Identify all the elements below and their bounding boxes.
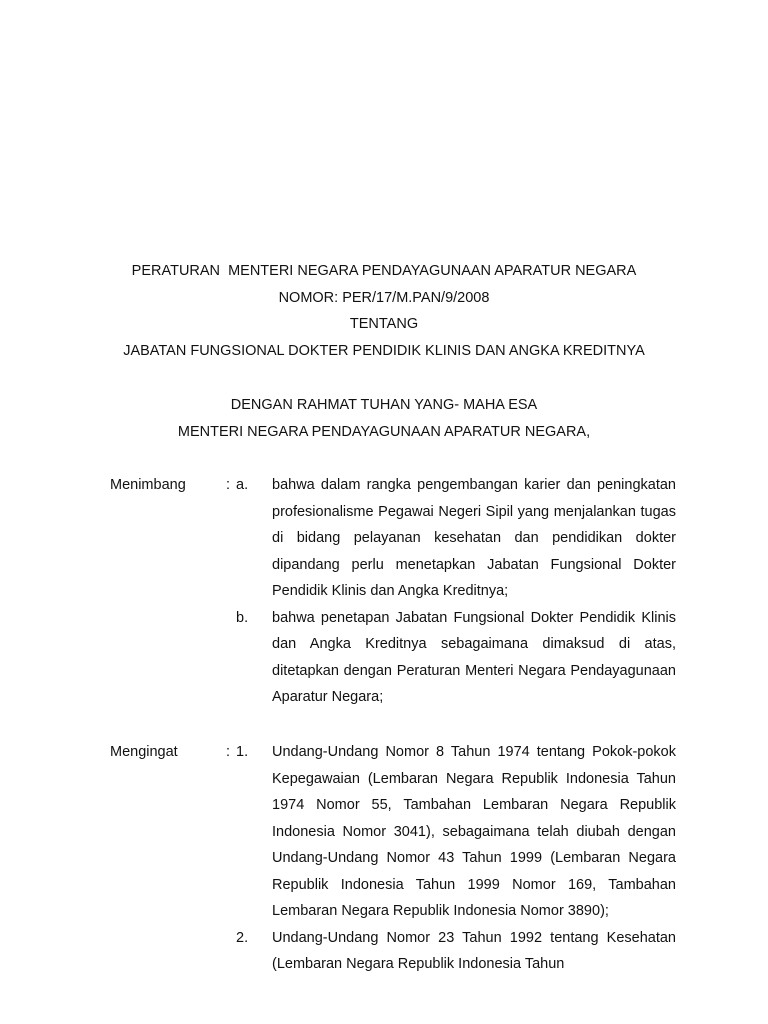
item-marker: 2. <box>236 929 249 946</box>
mengingat-section <box>0 739 768 978</box>
preamble-blessing: DENGAN RAHMAT TUHAN YANG- MAHA ESA <box>230 397 538 413</box>
regulation-title-block <box>0 258 768 364</box>
item-marker: a. <box>236 477 249 493</box>
item-marker: b. <box>236 609 249 626</box>
regulation-tentang: TENTANG <box>349 316 419 332</box>
regulation-title: PERATURAN MENTERI NEGARA PENDAYAGUNAAN APARATUR NEGARA <box>131 263 637 279</box>
regulation-subject: JABATAN FUNGSIONAL DOKTER PENDIDIK KLINIS DAN ANGKA KREDITNYA <box>123 342 645 359</box>
mengingat-label: Mengingat <box>110 744 178 760</box>
item-text: bahwa dalam rangka pengembangan karier dan peningkatan profesionalisme Pegawai Negeri Sipil yang menjalankan tugas di bidang pelayanan kesehatan dan pendidikan dokter dipandang perlu menetapkan Jabatan Fungsional Dokter Pendidik Klinis dan Angka Kreditnya; <box>272 477 676 599</box>
menimbang-label: Menimbang <box>110 477 186 493</box>
menimbang-section <box>0 472 768 711</box>
mengingat-item-1 <box>0 739 768 925</box>
mengingat-item-2 <box>0 925 768 978</box>
item-text: Undang-Undang Nomor 8 Tahun 1974 tentang Pokok-pokok Kepegawaian (Lembaran Negara Republik Indonesia Tahun 1974 Nomor 55, Tambahan Lembaran Negara Republik Indonesia Nomor 3041), sebagaimana telah diubah dengan Undang-Undang Nomor 43 Tahun 1999 (Lembaran Negara Republik Indonesia Tahun 1999 Nomor 169, Tambahan Lembaran Negara Republik Indonesia Nomor 3890); <box>272 744 676 919</box>
item-text: bahwa penetapan Jabatan Fungsional Dokter Pendidik Klinis dan Angka Kreditnya sebagaimana dimaksud di atas, ditetapkan dengan Peraturan Menteri Negara Pendayagunaan Aparatur Negara; <box>272 609 676 705</box>
menimbang-colon: : <box>226 477 231 493</box>
preamble-block <box>0 392 768 445</box>
item-text: Undang-Undang Nomor 23 Tahun 1992 tentang Kesehatan (Lembaran Negara Republik Indonesia Tahun <box>272 929 676 972</box>
regulation-number: NOMOR: PER/17/M.PAN/9/2008 <box>278 289 490 306</box>
preamble-minister: MENTERI NEGARA PENDAYAGUNAAN APARATUR NEGARA, <box>177 423 591 440</box>
item-marker: 1. <box>236 744 249 760</box>
menimbang-item-b <box>0 605 768 711</box>
mengingat-colon: : <box>226 744 231 760</box>
menimbang-item-a <box>0 472 768 605</box>
